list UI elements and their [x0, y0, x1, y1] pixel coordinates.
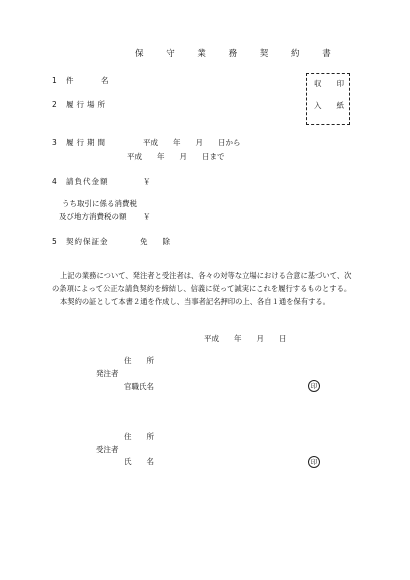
body-paragraph-1-line-1: 上記の業務について、発注者と受注者は、各々の対等な立場における合意に基づいて、次	[60, 271, 352, 280]
item-4-label: 請負代金額	[66, 177, 109, 186]
item-1-label-b: 名	[101, 76, 109, 85]
item-3-label: 履行期間	[66, 138, 108, 147]
contract-date: 平成 年 月 日	[204, 334, 287, 343]
item-5-number: 5	[52, 237, 57, 246]
item-4-tax-line1: うち取引に係る消費税	[62, 199, 137, 208]
document-title: 保 守 業 務 契 約 書	[135, 49, 341, 59]
item-4-tax-line2: 及び地方消費税の額	[59, 212, 127, 221]
revenue-stamp-box	[306, 73, 350, 125]
body-paragraph-2: 本契約の証として本書２通を作成し、当事者記名押印の上、各自１通を保有する。	[60, 297, 330, 306]
orderer-seal-icon: 印	[308, 380, 320, 392]
contractor-seal-icon: 印	[308, 456, 320, 468]
item-3-period-end: 平成 年 月 日まで	[127, 152, 225, 161]
item-2-number: 2	[52, 100, 57, 109]
contractor-address-label: 住 所	[124, 432, 154, 441]
item-1-label-a: 件	[66, 76, 74, 85]
item-1-number: 1	[52, 76, 57, 85]
stamp-text-top: 収 印	[314, 79, 344, 88]
item-2-label: 履行場所	[66, 100, 108, 109]
contractor-role-label: 受注者	[96, 445, 119, 454]
item-4-number: 4	[52, 177, 57, 186]
orderer-name-label: 官職氏名	[124, 382, 154, 391]
orderer-address-label: 住 所	[124, 356, 154, 365]
orderer-role-label: 発注者	[96, 369, 119, 378]
item-5-label: 契約保証金	[66, 237, 109, 246]
item-4-tax-yen: ￥	[143, 212, 151, 221]
item-3-number: 3	[52, 138, 57, 147]
body-paragraph-1-line-2: の条項によって公正な請負契約を締結し、信義に従って誠実にこれを履行するものとする。	[52, 284, 352, 293]
item-3-period-start: 平成 年 月 日から	[143, 138, 241, 147]
item-5-value: 免 除	[140, 237, 170, 246]
item-4-yen: ￥	[143, 177, 151, 186]
contractor-name-label: 氏 名	[124, 457, 154, 466]
stamp-text-bottom: 入 紙	[314, 101, 344, 110]
